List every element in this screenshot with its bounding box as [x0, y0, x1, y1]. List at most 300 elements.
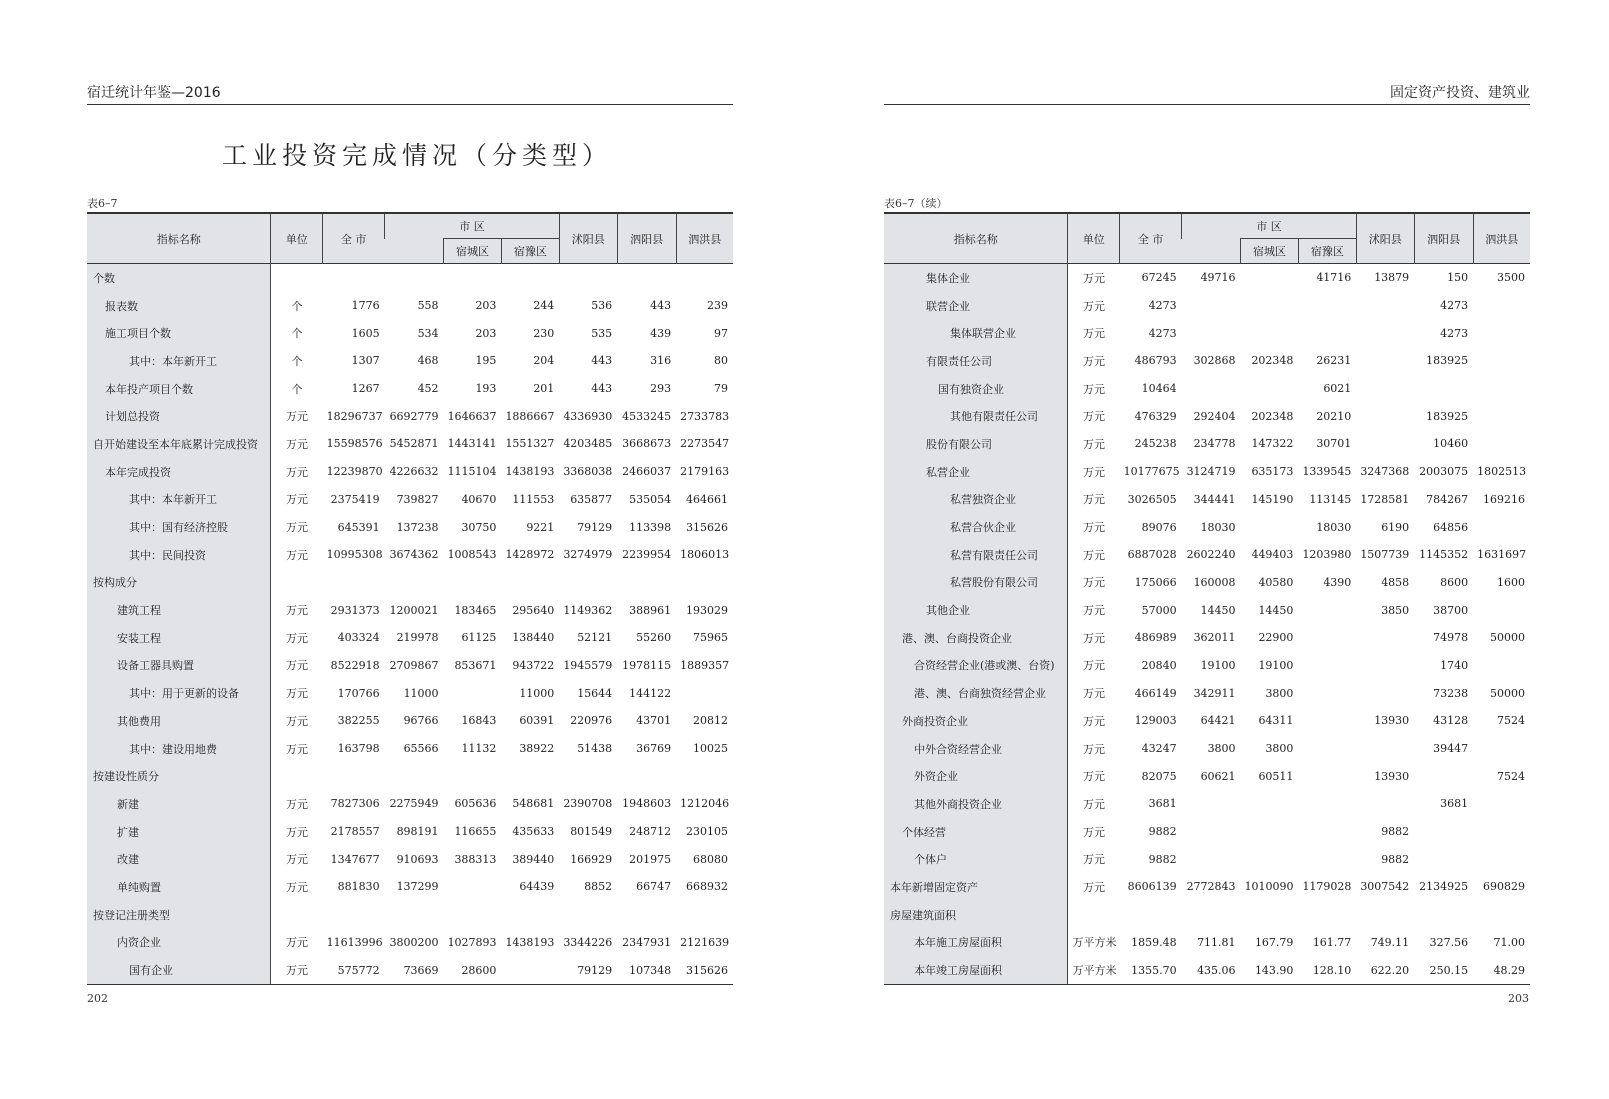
table-row: [884, 735, 1530, 763]
row-label: 外资企业: [884, 762, 1068, 790]
row-unit: 万元: [1083, 770, 1106, 784]
row-unit: 万元: [1083, 687, 1106, 701]
cell-value: [1356, 735, 1414, 763]
cell-value: 3800200: [389, 935, 439, 949]
row-unit: 万元: [1083, 604, 1106, 618]
cell-value: 202348: [1251, 409, 1294, 423]
cell-value: 1776: [351, 299, 380, 313]
row-label: 中外合资经营企业: [884, 735, 1068, 763]
cell-value: 1802513: [1477, 465, 1527, 479]
header-name: 指标名称: [87, 213, 271, 264]
cell-value: 3800: [1265, 686, 1294, 700]
cell-value: 3124719: [1186, 465, 1236, 479]
table-row: [884, 569, 1530, 597]
cell-value: 4203485: [563, 437, 613, 451]
cell-value: 435.06: [1182, 956, 1241, 984]
row-label: 联营企业: [884, 292, 1068, 320]
cell-value: 183925: [1426, 354, 1469, 368]
cell-value: 67245: [1141, 271, 1177, 285]
cell-value: 113145: [1309, 492, 1352, 506]
cell-value: [676, 569, 733, 597]
cell-value: 7524: [1497, 769, 1525, 783]
cell-value: 65566: [403, 742, 439, 756]
cell-value: 244: [533, 299, 555, 313]
table-row: [884, 486, 1530, 514]
row-label: 本年投产项目个数: [87, 375, 271, 403]
cell-value: 68080: [693, 852, 728, 866]
header-unit: 单位: [271, 213, 323, 264]
row-label: 私营企业: [884, 458, 1068, 486]
cell-value: 18030: [1200, 520, 1236, 534]
cell-value: 898191: [396, 825, 439, 839]
cell-value: 645391: [337, 520, 380, 534]
cell-value: 4336930: [563, 409, 613, 423]
cell-value: 1507739: [1360, 548, 1410, 562]
row-unit: 万元: [1083, 576, 1106, 590]
table-row: [884, 375, 1530, 403]
cell-value: [501, 264, 559, 292]
cell-value: 16843: [461, 714, 497, 728]
cell-value: 43247: [1141, 742, 1177, 756]
cell-value: 362011: [1193, 631, 1236, 645]
cell-value: [1473, 430, 1530, 458]
cell-value: 11613996: [326, 935, 383, 949]
cell-value: 74978: [1433, 631, 1469, 645]
cell-value: [323, 264, 385, 292]
row-unit: 万元: [1083, 853, 1106, 867]
cell-value: 10460: [1433, 437, 1469, 451]
cell-value: [1356, 430, 1414, 458]
cell-value: [444, 679, 502, 707]
cell-value: [1414, 375, 1473, 403]
cell-value: 403324: [337, 631, 380, 645]
cell-value: 8522918: [330, 658, 380, 672]
cell-value: 3500: [1497, 271, 1525, 285]
cell-value: 96766: [403, 714, 439, 728]
cell-value: 2931373: [330, 603, 380, 617]
cell-value: 18296737: [326, 409, 383, 423]
table-row: [884, 845, 1530, 873]
cell-value: 13879: [1374, 271, 1410, 285]
cell-value: 881830: [337, 880, 380, 894]
row-label: 其中：国有经济控股: [87, 513, 271, 541]
cell-value: [1414, 845, 1473, 873]
cell-value: 344441: [1193, 492, 1236, 506]
row-unit: 万元: [1083, 825, 1106, 839]
running-head: 固定资产投资、建筑业: [884, 84, 1530, 105]
cell-value: 535054: [629, 492, 672, 506]
cell-value: 2772843: [1186, 880, 1236, 894]
table-body: [87, 264, 733, 985]
row-unit: [271, 762, 323, 790]
cell-value: [444, 264, 502, 292]
row-label: 本年完成投资: [87, 458, 271, 486]
header-district: 市 区: [1182, 213, 1357, 239]
table-row: [87, 375, 733, 403]
cell-value: 28600: [444, 956, 502, 984]
cell-value: 2134925: [1419, 880, 1469, 894]
cell-value: 1212046: [680, 797, 730, 811]
cell-value: [559, 264, 617, 292]
cell-value: 2709867: [389, 658, 439, 672]
cell-value: 13930: [1374, 714, 1410, 728]
cell-value: [1473, 375, 1530, 403]
row-unit: 万元: [286, 631, 309, 645]
cell-value: 3274979: [563, 548, 613, 562]
table-row: [87, 901, 733, 929]
table-row: [884, 513, 1530, 541]
cell-value: 11000: [403, 686, 439, 700]
cell-value: 43701: [636, 714, 672, 728]
row-unit: 万元: [286, 437, 309, 451]
header-suyuqu: 宿豫区: [501, 239, 559, 264]
cell-value: 1027893: [447, 935, 497, 949]
cell-value: 443: [591, 354, 613, 368]
cell-value: 11132: [461, 742, 497, 756]
cell-value: 50000: [1490, 631, 1525, 645]
cell-value: 8600: [1440, 575, 1469, 589]
cell-value: 175066: [1134, 575, 1177, 589]
row-label: 设备工器具购置: [87, 652, 271, 680]
row-label: 其中：用于更新的设备: [87, 679, 271, 707]
cell-value: 302868: [1193, 354, 1236, 368]
row-unit: [271, 569, 323, 597]
row-unit: 万平方米: [1068, 956, 1120, 984]
table-row: [884, 762, 1530, 790]
table-row: [884, 707, 1530, 735]
cell-value: 170766: [337, 686, 380, 700]
cell-value: 14450: [1258, 603, 1294, 617]
row-unit: 万元: [1083, 382, 1106, 396]
row-label: 国有企业: [87, 956, 271, 984]
cell-value: 2375419: [330, 492, 380, 506]
cell-value: 1728581: [1360, 492, 1410, 506]
cell-value: [501, 956, 559, 984]
cell-value: 2178557: [330, 825, 380, 839]
row-label: 有限责任公司: [884, 347, 1068, 375]
row-label: 私营股份有限公司: [884, 569, 1068, 597]
cell-value: 1010090: [1244, 880, 1294, 894]
cell-value: [1182, 901, 1241, 929]
cell-value: [617, 569, 676, 597]
cell-value: 443: [591, 382, 613, 396]
table-row: [87, 624, 733, 652]
cell-value: 163798: [337, 742, 380, 756]
cell-value: 3007542: [1360, 880, 1410, 894]
cell-value: 234778: [1193, 437, 1236, 451]
row-unit: 万元: [286, 853, 309, 867]
cell-value: 315626: [676, 956, 733, 984]
cell-value: 6692779: [389, 409, 439, 423]
cell-value: [1356, 292, 1414, 320]
table-row: [884, 458, 1530, 486]
cell-value: [1182, 319, 1241, 347]
cell-value: [1356, 679, 1414, 707]
cell-value: 2179163: [680, 465, 730, 479]
cell-value: 9882: [1148, 852, 1177, 866]
row-unit: 万元: [286, 465, 309, 479]
cell-value: [1473, 513, 1530, 541]
header-suchengqu: 宿城区: [444, 239, 502, 264]
cell-value: [323, 569, 385, 597]
cell-value: 30701: [1316, 437, 1352, 451]
table-row: [87, 569, 733, 597]
row-label: 自开始建设至本年底累计完成投资: [87, 430, 271, 458]
cell-value: 389440: [512, 852, 555, 866]
row-unit: 万平方米: [1072, 936, 1117, 950]
cell-value: [1241, 264, 1299, 292]
cell-value: 1203980: [1302, 548, 1352, 562]
cell-value: 20812: [693, 714, 728, 728]
cell-value: 1339545: [1302, 465, 1352, 479]
row-unit: 万元: [1083, 327, 1106, 341]
row-unit: 万元: [1083, 631, 1106, 645]
cell-value: 635173: [1251, 465, 1294, 479]
cell-value: 143.90: [1241, 956, 1299, 984]
cell-value: 49716: [1200, 271, 1236, 285]
cell-value: 10025: [693, 742, 728, 756]
left-page: [0, 0, 800, 1099]
header-siyang: 泗阳县: [1414, 213, 1473, 264]
cell-value: [385, 264, 444, 292]
cell-value: [1473, 790, 1530, 818]
header-city: 全 市: [1120, 213, 1182, 264]
cell-value: 113398: [629, 520, 672, 534]
cell-value: 73669: [385, 956, 444, 984]
row-unit: 万元: [286, 936, 309, 950]
cell-value: 111553: [512, 492, 555, 506]
cell-value: 486793: [1134, 354, 1177, 368]
row-label: 其他费用: [87, 707, 271, 735]
cell-value: 2390708: [563, 797, 613, 811]
cell-value: [444, 873, 502, 901]
table-row: [87, 486, 733, 514]
cell-value: 3247368: [1360, 465, 1410, 479]
cell-value: [1473, 347, 1530, 375]
cell-value: [1414, 901, 1473, 929]
cell-value: 64421: [1200, 714, 1236, 728]
cell-value: [1473, 402, 1530, 430]
cell-value: 449403: [1251, 548, 1294, 562]
cell-value: 9882: [1381, 852, 1410, 866]
table-number: 表6–7（续）: [884, 197, 948, 210]
cell-value: 12239870: [326, 465, 383, 479]
cell-value: 2602240: [1186, 548, 1236, 562]
header-suchengqu: 宿城区: [1241, 239, 1299, 264]
row-label: 港、澳、台商投资企业: [884, 624, 1068, 652]
row-unit: 万元: [286, 548, 309, 562]
cell-value: [1182, 818, 1241, 846]
table-row: [884, 319, 1530, 347]
cell-value: 327.56: [1429, 935, 1469, 949]
header-shuyang: 沭阳县: [1356, 213, 1414, 264]
cell-value: 73238: [1433, 686, 1469, 700]
cell-value: 1605: [351, 326, 380, 340]
row-label: 本年新增固定资产: [884, 873, 1068, 901]
row-unit: 万元: [286, 797, 309, 811]
row-label: 房屋建筑面积: [884, 901, 1068, 929]
cell-value: 1859.48: [1131, 935, 1177, 949]
cell-value: 3668673: [622, 437, 672, 451]
cell-value: 739827: [396, 492, 439, 506]
table-row: [884, 818, 1530, 846]
cell-value: [617, 762, 676, 790]
cell-value: [1473, 735, 1530, 763]
cell-value: 1145352: [1419, 548, 1469, 562]
cell-value: 1978115: [622, 658, 672, 672]
cell-value: 150: [1447, 271, 1469, 285]
cell-value: 201: [533, 382, 555, 396]
cell-value: 1115104: [447, 465, 497, 479]
cell-value: [1182, 292, 1241, 320]
row-label: 其他外商投资企业: [884, 790, 1068, 818]
row-label: 港、澳、台商独资经营企业: [884, 679, 1068, 707]
row-unit: 万元: [1083, 410, 1106, 424]
table-row: [87, 735, 733, 763]
cell-value: [617, 901, 676, 929]
cell-value: 801549: [570, 825, 613, 839]
cell-value: [1298, 596, 1356, 624]
cell-value: 19100: [1258, 658, 1294, 672]
row-label: 扩建: [87, 818, 271, 846]
cell-value: 38922: [519, 742, 555, 756]
cell-value: 116655: [454, 825, 497, 839]
cell-value: [1298, 818, 1356, 846]
table-row: [87, 929, 733, 957]
row-unit: 万元: [271, 956, 323, 984]
cell-value: 6887028: [1127, 548, 1177, 562]
row-label: 其中：民间投资: [87, 541, 271, 569]
cell-value: [1473, 818, 1530, 846]
table-row: [87, 513, 733, 541]
row-label: 计划总投资: [87, 402, 271, 430]
cell-value: [1182, 375, 1241, 403]
cell-value: 97: [714, 326, 728, 340]
row-unit: 个: [291, 299, 303, 313]
table-row: [87, 402, 733, 430]
row-unit: [271, 264, 323, 292]
cell-value: [676, 901, 733, 929]
cell-value: 1428972: [505, 548, 555, 562]
cell-value: 295640: [512, 603, 555, 617]
cell-value: 248712: [629, 825, 672, 839]
cell-value: [1298, 624, 1356, 652]
cell-value: [1241, 818, 1299, 846]
cell-value: 15598576: [326, 437, 383, 451]
row-label: 其他企业: [884, 596, 1068, 624]
cell-value: 443: [650, 299, 672, 313]
cell-value: [1241, 845, 1299, 873]
cell-value: 66747: [636, 880, 672, 894]
cell-value: 36769: [636, 742, 672, 756]
row-unit: 万元: [1083, 797, 1106, 811]
row-label: 私营有限责任公司: [884, 541, 1068, 569]
cell-value: [1473, 845, 1530, 873]
table-row: [87, 956, 733, 984]
cell-value: [1298, 735, 1356, 763]
cell-value: 204: [533, 354, 555, 368]
table-row: [884, 292, 1530, 320]
row-label: 私营独资企业: [884, 486, 1068, 514]
row-label: 建筑工程: [87, 596, 271, 624]
cell-value: [1120, 901, 1182, 929]
cell-value: 3681: [1148, 797, 1177, 811]
table-row: [884, 264, 1530, 292]
cell-value: 622.20: [1356, 956, 1414, 984]
cell-value: 10464: [1141, 382, 1177, 396]
cell-value: 107348: [617, 956, 676, 984]
row-label: 集体联营企业: [884, 319, 1068, 347]
row-label: 私营合伙企业: [884, 513, 1068, 541]
table-row: [884, 347, 1530, 375]
cell-value: 39447: [1433, 742, 1469, 756]
cell-value: 167.79: [1254, 935, 1294, 949]
cell-value: [501, 762, 559, 790]
row-unit: 个: [291, 354, 303, 368]
row-label: 按登记注册类型: [87, 901, 271, 929]
cell-value: 388313: [454, 852, 497, 866]
cell-value: 64311: [1258, 714, 1294, 728]
row-unit: 万元: [286, 659, 309, 673]
cell-value: 20840: [1141, 658, 1177, 672]
cell-value: 41716: [1316, 271, 1352, 285]
cell-value: 1443141: [447, 437, 497, 451]
cell-value: 3026505: [1127, 492, 1177, 506]
cell-value: [1298, 762, 1356, 790]
table-row: [884, 652, 1530, 680]
cell-value: [1356, 402, 1414, 430]
cell-value: [1241, 292, 1299, 320]
cell-value: 1551327: [505, 437, 555, 451]
row-unit: 万元: [1083, 742, 1106, 756]
table-row: [87, 596, 733, 624]
cell-value: 80: [714, 354, 728, 368]
cell-value: 55260: [636, 631, 672, 645]
cell-value: 4273: [1148, 299, 1177, 313]
cell-value: 22900: [1258, 631, 1294, 645]
cell-value: 3681: [1440, 797, 1469, 811]
cell-value: [323, 762, 385, 790]
table-row: [87, 347, 733, 375]
cell-value: [501, 901, 559, 929]
cell-value: 605636: [454, 797, 497, 811]
page-number: 202: [87, 992, 108, 1005]
cell-value: [1356, 790, 1414, 818]
table-row: [87, 707, 733, 735]
cell-value: [1241, 790, 1299, 818]
cell-value: 10995308: [326, 548, 383, 562]
cell-value: [1356, 652, 1414, 680]
table-row: [884, 596, 1530, 624]
cell-value: 1149362: [563, 603, 613, 617]
header-district-spacer: [385, 239, 444, 264]
table-row: [884, 956, 1530, 984]
cell-value: 60391: [519, 714, 555, 728]
cell-value: [676, 264, 733, 292]
row-unit: [1068, 901, 1120, 929]
cell-value: 910693: [396, 852, 439, 866]
cell-value: 1347677: [330, 852, 380, 866]
cell-value: 4533245: [622, 409, 672, 423]
cell-value: 193029: [686, 603, 728, 617]
cell-value: 4273: [1440, 299, 1469, 313]
cell-value: 2239954: [622, 548, 672, 562]
cell-value: 2121639: [680, 935, 730, 949]
header-city: 全 市: [323, 213, 385, 264]
cell-value: 1355.70: [1120, 956, 1182, 984]
cell-value: [1473, 596, 1530, 624]
row-label: 本年施工房屋面积: [884, 929, 1068, 957]
